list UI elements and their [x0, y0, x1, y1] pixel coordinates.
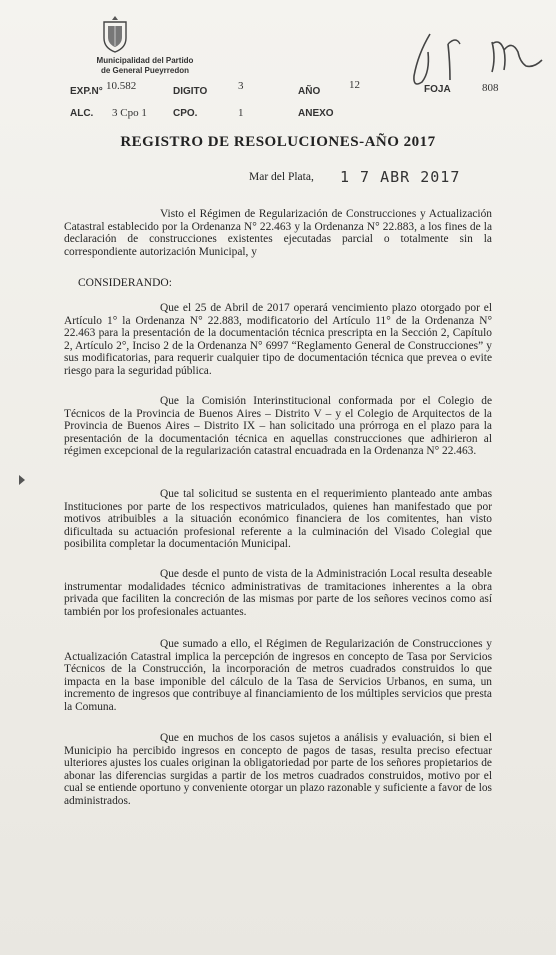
paragraph-4: Que desde el punto de vista de la Administración Local resulta deseable instrumentar modalidades técnico administrativas de tramitaciones inherentes a la obra privada que faciliten la concreción de las mismas por parte de los señores vecinos como así también por los profesionales actuantes.	[64, 568, 492, 618]
municipality-line-2: de General Pueyrredon	[100, 66, 190, 75]
anexo-label: ANEXO	[298, 108, 334, 119]
municipal-seal-icon	[100, 14, 130, 54]
paragraph-3: Que tal solicitud se sustenta en el requerimiento planteado ante ambas Instituciones por parte de los respectivos matriculados, quienes han manifestado que por motivos atribuibles a la situación económico financiera de los comitentes, han visto dificultada su actuación profesional referente a la culminación del Visado Colegial que posibilita completar la documentación Municipal.	[64, 488, 492, 551]
considering-label: CONSIDERANDO:	[78, 277, 172, 289]
intro-paragraph: Visto el Régimen de Regularización de Construcciones y Actualización Catastral establecido por la Ordenanza N° 22.463 y la Ordenanza N° 22.883, a los fines de la declaración de construcciones existentes ejecutadas parcial o totalmente sin la correspondiente autorización Municipal, y	[64, 208, 492, 258]
paragraph-2: Que la Comisión Interinstitucional conformada por el Colegio de Técnicos de la Provincia de Buenos Aires – Distrito V – y el Colegio de Arquitectos de la Provincia de Buenos Aires – Distrito IX – han solicitado una prórroga en el plazo para la presentación de la documentación técnica en aquellas construcciones que adhirieron al régimen excepcional de la regularización catastral encuadrada en la Ordenanza N° 22.463.	[64, 395, 492, 458]
date-stamp: 1 7 ABR 2017	[340, 168, 461, 186]
digito-label: DIGITO	[173, 86, 208, 97]
foja-value: 808	[482, 82, 499, 94]
paragraph-5: Que sumado a ello, el Régimen de Regularización de Construcciones y Actualización Catastral implica la percepción de ingresos en concepto de Tasa por Servicios Técnicos de la Construcción, la incorporación de metros cuadrados construidos lo que impacta en la base imponible del cálculo de la Tasa de Servicios Urbanos, en suma, un incremento de ingresos que contribuye al financiamiento de los múltiples servicios que presta la Comuna.	[64, 638, 492, 713]
cpo-label: CPO.	[173, 108, 198, 119]
anio-value: 12	[349, 79, 360, 91]
foja-label: FOJA	[424, 84, 451, 95]
exp-label: EXP.N°	[70, 86, 103, 97]
paragraph-6: Que en muchos de los casos sujetos a análisis y evaluación, si bien el Municipio ha percibido ingresos en concepto de pagos de tasas, resulta preciso efectuar ulteriores ajustes los cuales originan la obligatoriedad por parte de los señores propietarios de abonar las diferencias surgidas a partir de los metros cuadrados construidos, motivo por el cual se entiende oportuno y conveniente otorgar un plazo razonable y suficiente a favor de los administrados.	[64, 732, 492, 807]
cpo-value: 1	[238, 107, 244, 119]
paragraph-1: Que el 25 de Abril de 2017 operará vencimiento plazo otorgado por el Artículo 1° la Ordenanza N° 22.883, modificatorio del Artículo 11° de la Ordenanza N° 22.463 para la presentación de la documentación técnica prescripta en la Sección 2, Capítulo 2, Artículo 2°, Inciso 2 de la Ordenanza N° 6997 “Reglamento General de Construcciones” y sus modificatorias, para requerir cualquier tipo de documentación técnica que prevea o evite riesgo para la seguridad pública.	[64, 302, 492, 377]
place-label: Mar del Plata,	[249, 171, 314, 183]
page-title: REGISTRO DE RESOLUCIONES-AÑO 2017	[120, 134, 436, 150]
municipality-line-1: Municipalidad del Partido	[96, 56, 194, 65]
exp-value: 10.582	[106, 80, 137, 92]
digito-value: 3	[238, 80, 244, 92]
handwritten-signature	[400, 14, 550, 94]
punch-hole-mark	[18, 474, 26, 486]
anio-label: AÑO	[298, 86, 321, 97]
alc-label: ALC.	[70, 108, 94, 119]
alc-value: 3 Cpo 1	[112, 107, 147, 119]
municipality-name	[70, 56, 220, 76]
